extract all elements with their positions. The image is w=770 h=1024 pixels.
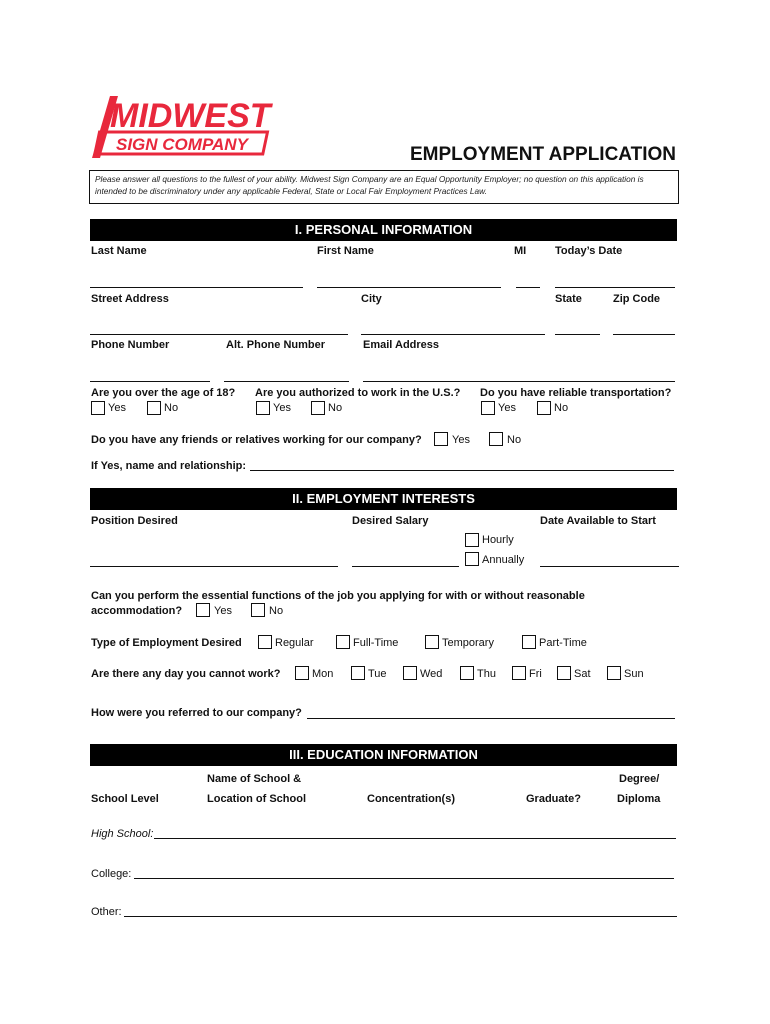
label-type-of-employment: Type of Employment Desired — [91, 637, 242, 649]
auth-no-label: No — [328, 402, 343, 414]
transport-yes-checkbox[interactable] — [481, 401, 495, 415]
col-diploma: Diploma — [617, 793, 661, 805]
question-essential-functions: Can you perform the essential functions of the job you applying for with or without reasonable — [91, 590, 585, 602]
transport-no-checkbox[interactable] — [537, 401, 551, 415]
todays-date-field[interactable] — [555, 287, 675, 288]
label-todays-date: Today’s Date — [555, 245, 623, 257]
friends-yes-label: Yes — [452, 434, 470, 446]
section-header-education: III. EDUCATION INFORMATION — [90, 744, 677, 766]
day-wed-checkbox[interactable] — [403, 666, 417, 680]
page-title: EMPLOYMENT APPLICATION — [410, 144, 676, 165]
type-regular-checkbox[interactable] — [258, 635, 272, 649]
logo-text-sign-company: SIGN COMPANY — [116, 135, 248, 154]
friends-yes-checkbox[interactable] — [434, 432, 448, 446]
logo-graphic — [88, 92, 298, 164]
day-sun-checkbox[interactable] — [607, 666, 621, 680]
type-part-time-checkbox[interactable] — [522, 635, 536, 649]
question-age: Are you over the age of 18? — [91, 387, 236, 399]
college-field[interactable] — [134, 878, 674, 879]
age-no-label: No — [164, 402, 179, 414]
label-email-address: Email Address — [363, 339, 440, 351]
functions-no-checkbox[interactable] — [251, 603, 265, 617]
col-location-of-school: Location of School — [207, 793, 306, 805]
zip-code-field[interactable] — [613, 334, 675, 335]
label-days-cannot-work: Are there any day you cannot work? — [91, 668, 281, 680]
referred-field[interactable] — [307, 718, 675, 719]
date-available-field[interactable] — [540, 566, 679, 567]
annually-label: Annually — [482, 554, 525, 566]
high-school-field[interactable] — [154, 838, 676, 839]
last-name-field[interactable] — [90, 287, 303, 288]
label-alt-phone-number: Alt. Phone Number — [226, 339, 326, 351]
section-header-personal: I. PERSONAL INFORMATION — [90, 219, 677, 241]
col-graduate: Graduate? — [526, 793, 582, 805]
col-school-level: School Level — [91, 793, 159, 805]
label-phone-number: Phone Number — [91, 339, 170, 351]
mi-field[interactable] — [516, 287, 540, 288]
label-last-name: Last Name — [91, 245, 147, 257]
day-fri-checkbox[interactable] — [512, 666, 526, 680]
question-essential-functions-cont: accommodation? — [91, 605, 183, 617]
day-thu-checkbox[interactable] — [460, 666, 474, 680]
label-if-yes-name-relationship: If Yes, name and relationship: — [91, 460, 247, 472]
label-state: State — [555, 293, 582, 305]
transport-yes-label: Yes — [498, 402, 516, 414]
name-relationship-field[interactable] — [250, 470, 674, 471]
label-zip-code: Zip Code — [613, 293, 661, 305]
functions-yes-label: Yes — [214, 605, 232, 617]
day-mon-label: Mon — [312, 668, 334, 680]
label-position-desired: Position Desired — [91, 515, 178, 527]
state-field[interactable] — [555, 334, 600, 335]
day-mon-checkbox[interactable] — [295, 666, 309, 680]
type-full-time-label: Full-Time — [353, 637, 399, 649]
col-concentration: Concentration(s) — [367, 793, 455, 805]
position-desired-field[interactable] — [90, 566, 338, 567]
type-part-time-label: Part-Time — [539, 637, 587, 649]
friends-no-checkbox[interactable] — [489, 432, 503, 446]
day-tue-checkbox[interactable] — [351, 666, 365, 680]
question-friends-relatives: Do you have any friends or relatives working for our company? — [91, 434, 422, 446]
type-temporary-checkbox[interactable] — [425, 635, 439, 649]
email-address-field[interactable] — [363, 381, 675, 382]
question-transportation: Do you have reliable transportation? — [480, 387, 672, 399]
age-yes-checkbox[interactable] — [91, 401, 105, 415]
city-field[interactable] — [361, 334, 545, 335]
transport-no-label: No — [554, 402, 569, 414]
type-regular-label: Regular — [275, 637, 314, 649]
type-full-time-checkbox[interactable] — [336, 635, 350, 649]
col-degree: Degree/ — [619, 773, 660, 785]
label-high-school: High School: — [91, 828, 154, 840]
auth-no-checkbox[interactable] — [311, 401, 325, 415]
auth-yes-checkbox[interactable] — [256, 401, 270, 415]
label-date-available: Date Available to Start — [540, 515, 656, 527]
label-referred: How were you referred to our company? — [91, 707, 302, 719]
type-temporary-label: Temporary — [442, 637, 494, 649]
functions-yes-checkbox[interactable] — [196, 603, 210, 617]
alt-phone-number-field[interactable] — [224, 381, 349, 382]
annually-checkbox[interactable] — [465, 552, 479, 566]
age-yes-label: Yes — [108, 402, 126, 414]
age-no-checkbox[interactable] — [147, 401, 161, 415]
logo-text-midwest: MIDWEST — [110, 97, 271, 135]
label-first-name: First Name — [317, 245, 374, 257]
phone-number-field[interactable] — [90, 381, 210, 382]
hourly-label: Hourly — [482, 534, 514, 546]
day-tue-label: Tue — [368, 668, 387, 680]
auth-yes-label: Yes — [273, 402, 291, 414]
other-field[interactable] — [124, 916, 677, 917]
question-work-authorization: Are you authorized to work in the U.S.? — [255, 387, 461, 399]
day-sun-label: Sun — [624, 668, 644, 680]
functions-no-label: No — [269, 605, 284, 617]
hourly-checkbox[interactable] — [465, 533, 479, 547]
company-logo — [88, 92, 298, 164]
label-desired-salary: Desired Salary — [352, 515, 429, 527]
day-thu-label: Thu — [477, 668, 496, 680]
label-city: City — [361, 293, 382, 305]
col-name-of-school: Name of School & — [207, 773, 302, 785]
label-other: Other: — [91, 906, 122, 918]
section-header-employment: II. EMPLOYMENT INTERESTS — [90, 488, 677, 510]
day-sat-label: Sat — [574, 668, 591, 680]
friends-no-label: No — [507, 434, 522, 446]
street-address-field[interactable] — [90, 334, 348, 335]
label-college: College: — [91, 868, 132, 880]
first-name-field[interactable] — [317, 287, 501, 288]
desired-salary-field[interactable] — [352, 566, 459, 567]
day-wed-label: Wed — [420, 668, 443, 680]
eeo-notice: Please answer all questions to the fullest of your ability. Midwest Sign Company are an Equal Opportunity Employer; no question on this application is intended to be discriminatory under any applicable Federal, State or Local Fair Employment Practices Law. — [89, 170, 679, 204]
day-sat-checkbox[interactable] — [557, 666, 571, 680]
label-street-address: Street Address — [91, 293, 169, 305]
label-mi: MI — [514, 245, 527, 257]
day-fri-label: Fri — [529, 668, 542, 680]
